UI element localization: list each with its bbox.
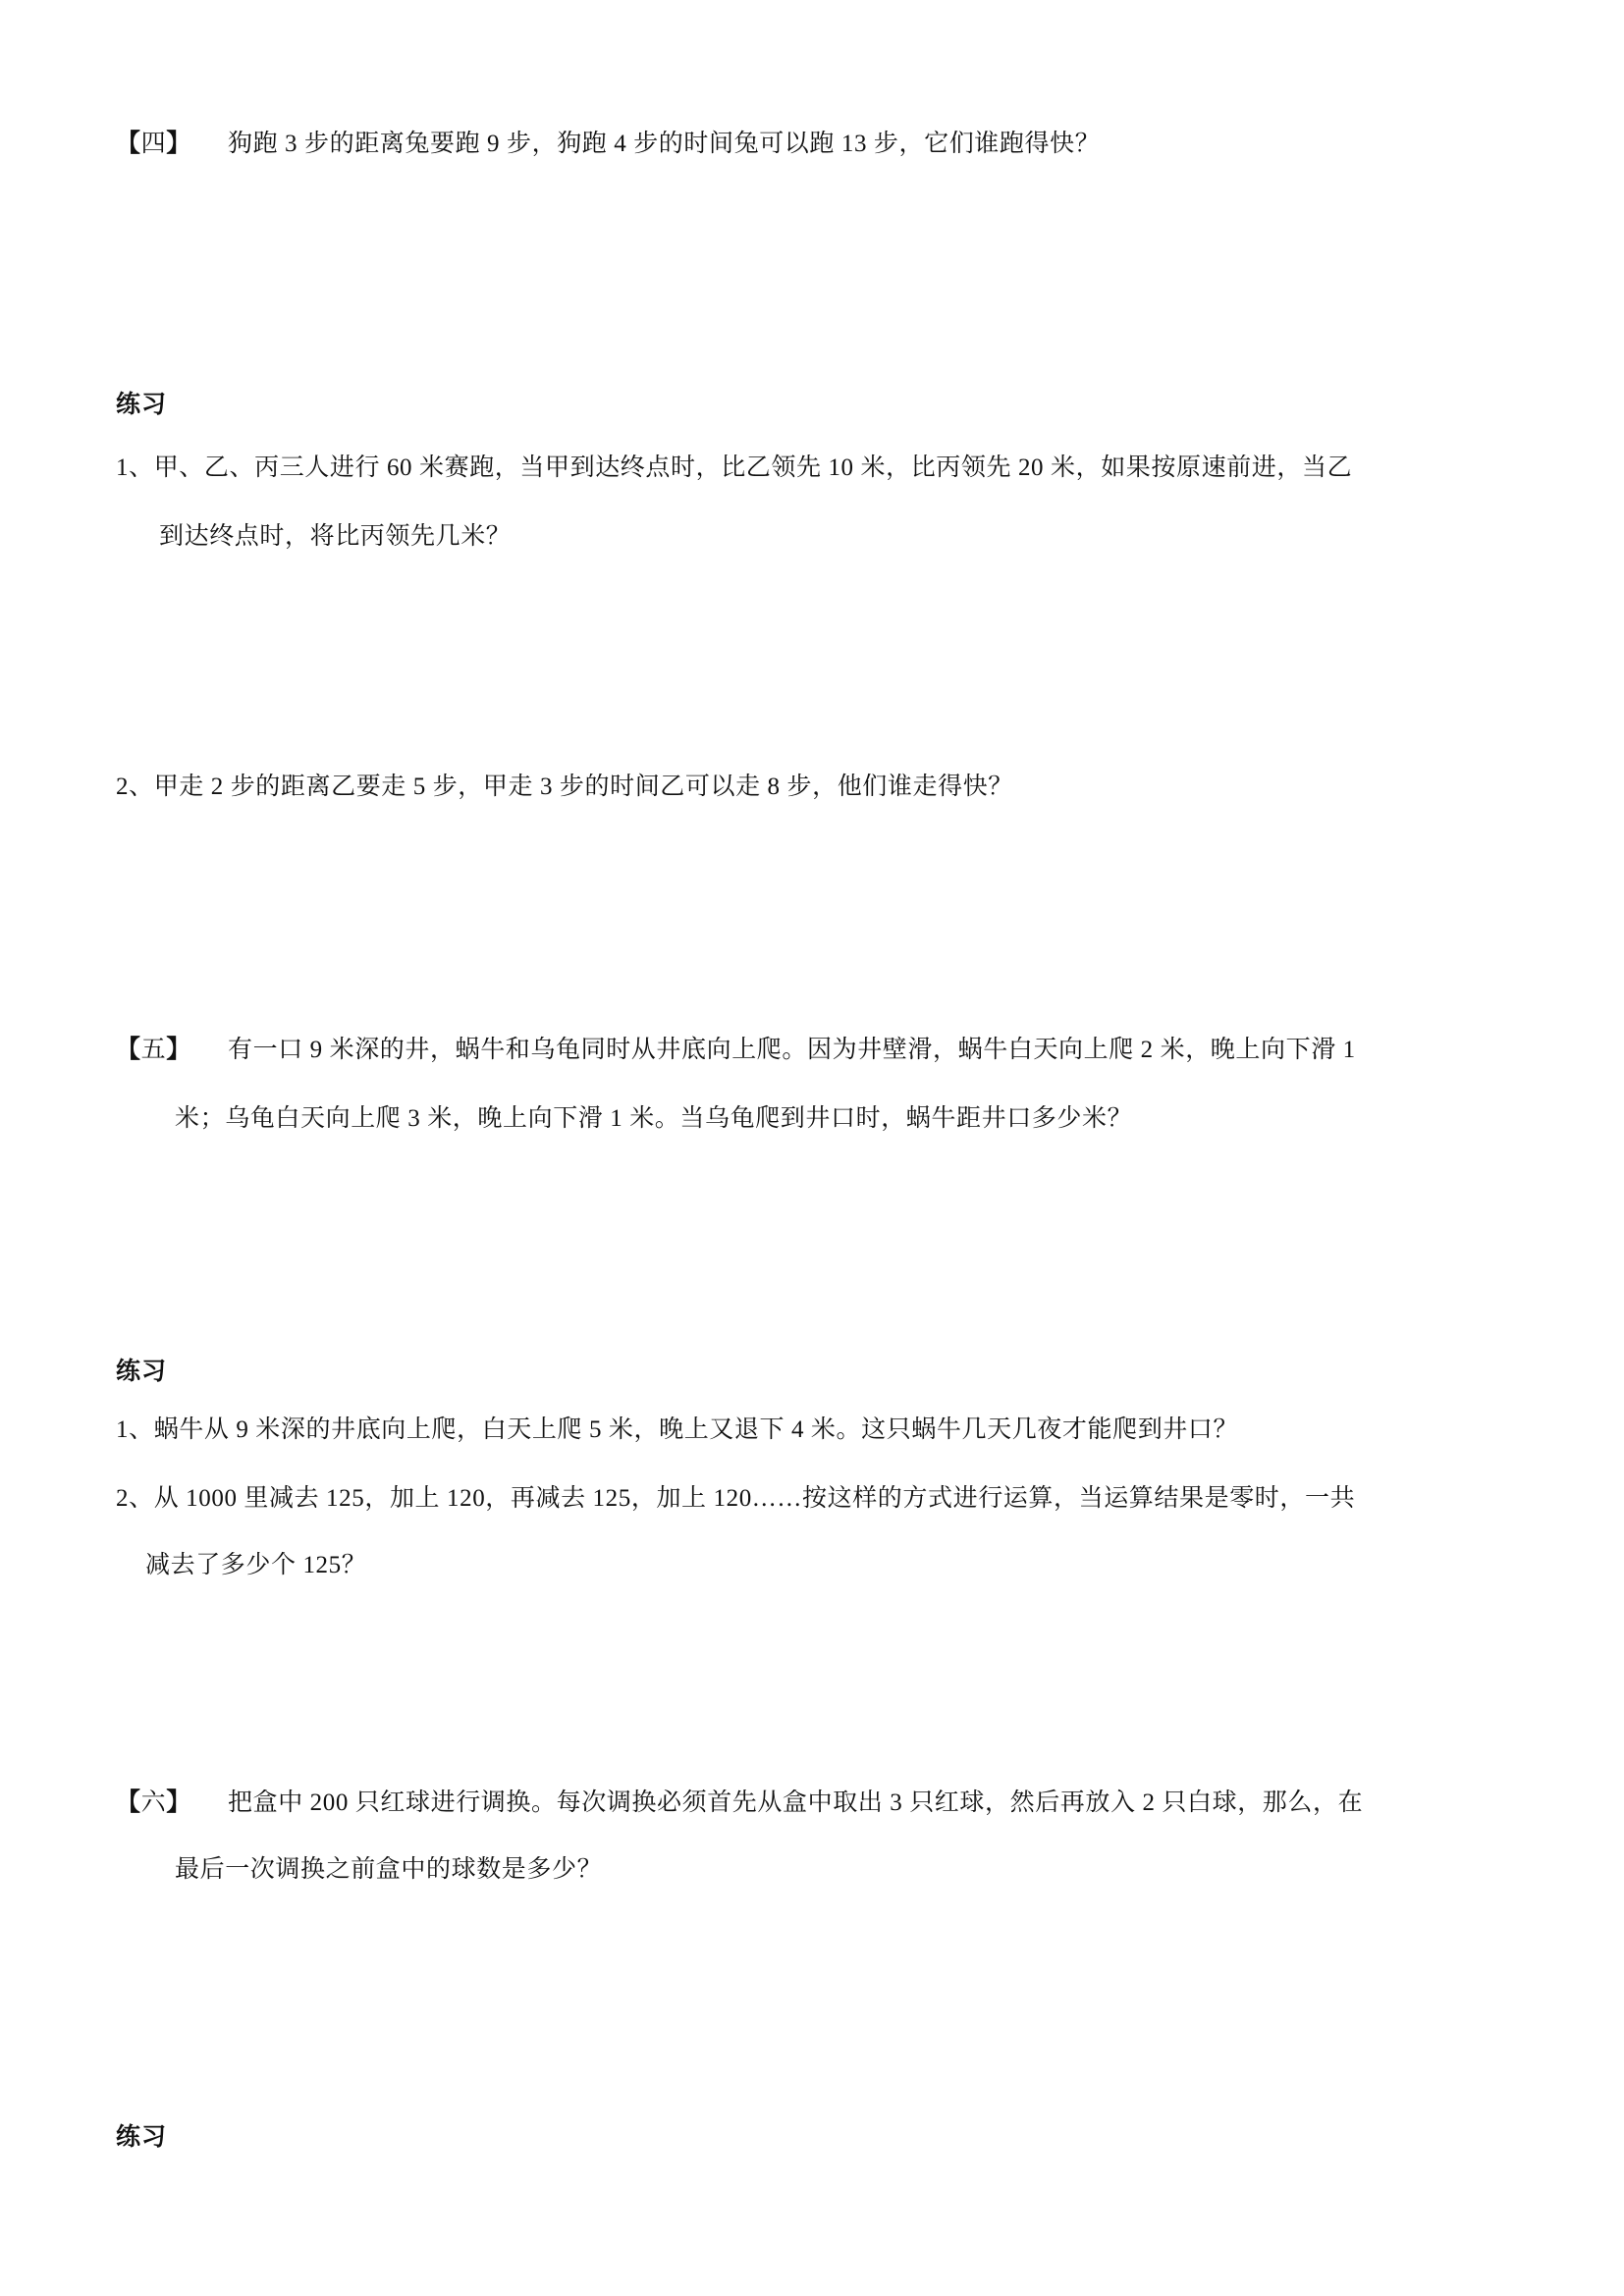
problem-four (116, 130, 1100, 159)
problem-tag: 【五】 (116, 1037, 191, 1063)
practice-item-text-line: 到达终点时，将比丙领先几米？ (159, 523, 512, 550)
practice-heading: 练习 (116, 1357, 168, 1385)
problem-tag: 【四】 (116, 131, 191, 157)
practice-item-text-line: 2、甲走 2 步的距离乙要走 5 步，甲走 3 步的时间乙可以走 8 步，他们谁走得快？ (116, 774, 1013, 800)
problem-tag: 【六】 (116, 1789, 191, 1816)
practice-item-text-line: 1、蜗牛从 9 米深的井底向上爬，白天上爬 5 米，晚上又退下 4 米。这只蜗牛几天几夜才能爬到井口？ (116, 1416, 1239, 1443)
problem-text-line: 狗跑 3 步的距离兔要跑 9 步，狗跑 4 步的时间兔可以跑 13 步，它们谁跑得快？ (228, 131, 1101, 157)
problem-six (116, 1789, 1363, 1818)
problem-text-line: 把盒中 200 只红球进行调换。每次调换必须首先从盒中取出 3 只红球，然后再放入 2 只白球，那么，在 (228, 1789, 1364, 1816)
problem-text-line: 米；乌龟白天向上爬 3 米，晚上向下滑 1 米。当乌龟爬到井口时，蜗牛距井口多少米？ (175, 1105, 1133, 1132)
problem-text-line: 有一口 9 米深的井，蜗牛和乌龟同时从井底向上爬。因为井壁滑，蜗牛白天向上爬 2 米，晚上向下滑 1 (228, 1037, 1356, 1063)
practice-heading: 练习 (116, 390, 168, 418)
practice-item-text-line: 1、甲、乙、丙三人进行 60 米赛跑，当甲到达终点时，比乙领先 10 米，比丙领先 20 米，如果按原速前进，当乙 (116, 454, 1353, 481)
practice-item-text-line: 2、从 1000 里减去 125，加上 120，再减去 125，加上 120……按这样的方式进行运算，当运算结果是零时，一共 (116, 1485, 1356, 1512)
problem-five (116, 1036, 1356, 1065)
practice-heading: 练习 (116, 2122, 168, 2151)
problem-text-line: 最后一次调换之前盒中的球数是多少？ (175, 1856, 603, 1883)
practice-item-text-line: 减去了多少个 125？ (145, 1552, 367, 1578)
